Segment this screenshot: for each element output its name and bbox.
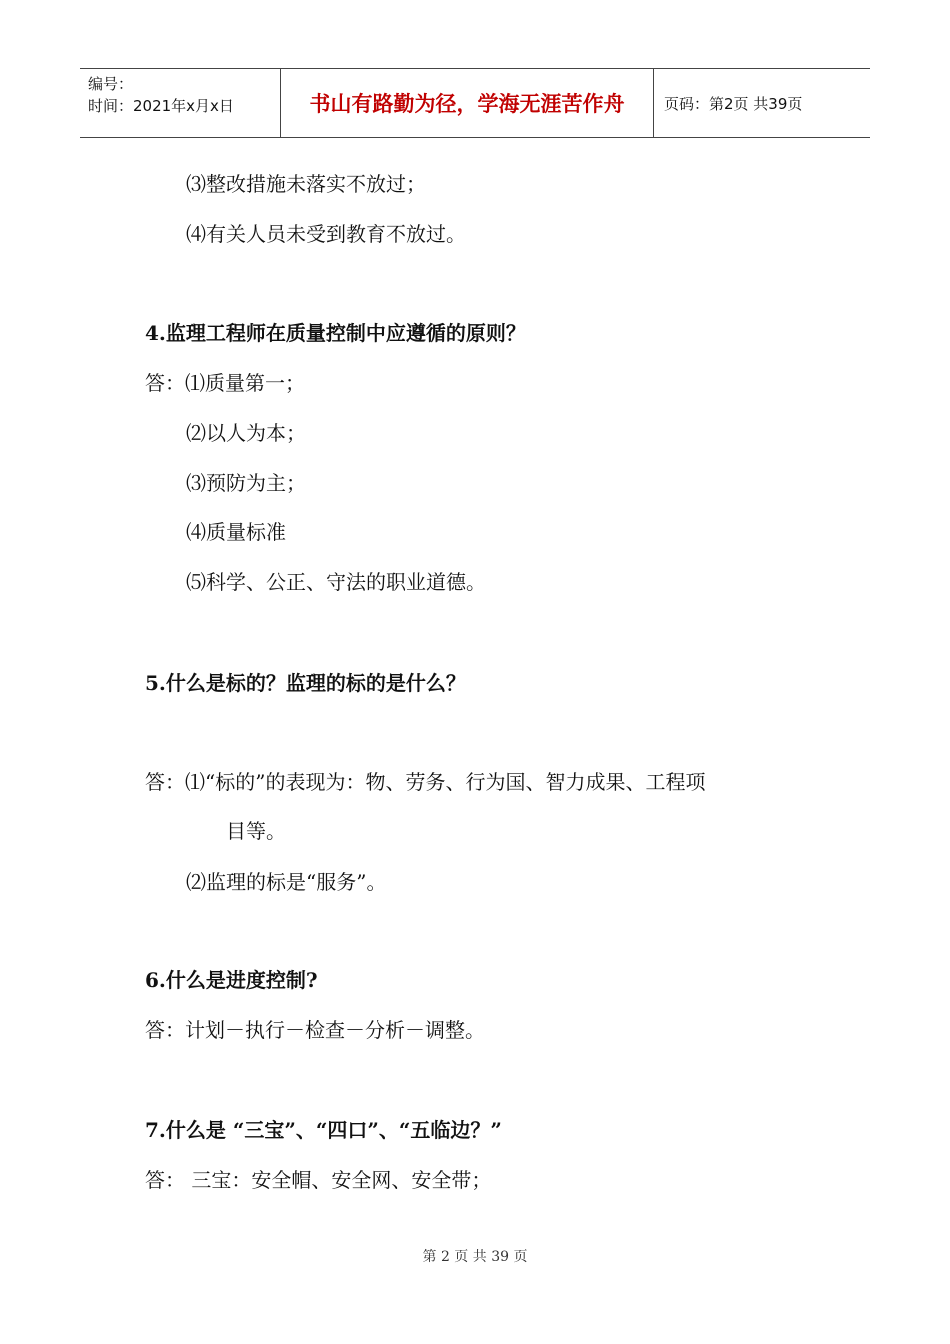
page-footer: 第 2 页 共 39 页 bbox=[422, 1249, 528, 1265]
answer-line: 目等。 bbox=[226, 819, 286, 843]
header-meta bbox=[80, 69, 281, 137]
question-7: 7.什么是 “三宝”、“四口”、“五临边？” bbox=[145, 1118, 502, 1142]
answer-line: 答：⑴“标的”的表现为：物、劳务、行为国、智力成果、工程项 bbox=[145, 770, 706, 794]
answer-line: ⑶预防为主； bbox=[186, 471, 306, 495]
answer-line: ⑶整改措施未落实不放过； bbox=[186, 172, 426, 196]
answer-line: ⑸科学、公正、守法的职业道德。 bbox=[186, 570, 486, 594]
answer-line: 答：计划－执行－检查－分析－调整。 bbox=[145, 1018, 485, 1042]
answer-line: ⑷质量标准 bbox=[186, 520, 286, 544]
answer-line: 答： 三宝：安全帽、安全网、安全带； bbox=[145, 1168, 492, 1192]
answer-line: ⑵以人为本； bbox=[186, 421, 306, 445]
header-number: 编号： bbox=[88, 75, 134, 93]
answer-line: ⑵监理的标是“服务”。 bbox=[186, 870, 387, 894]
header-page-info: 页码：第2页 共39页 bbox=[664, 94, 803, 113]
header-motto: 书山有路勤为径，学海无涯苦作舟 bbox=[281, 69, 654, 137]
question-6: 6.什么是进度控制? bbox=[145, 968, 318, 992]
question-4: 4.监理工程师在质量控制中应遵循的原则？ bbox=[145, 321, 526, 345]
question-5: 5.什么是标的？监理的标的是什么？ bbox=[145, 671, 466, 695]
answer-line: 答：⑴质量第一； bbox=[145, 371, 305, 395]
page-header bbox=[80, 68, 870, 138]
header-time: 时间：2021年x月x日 bbox=[88, 97, 234, 115]
answer-line: ⑷有关人员未受到教育不放过。 bbox=[186, 222, 466, 246]
